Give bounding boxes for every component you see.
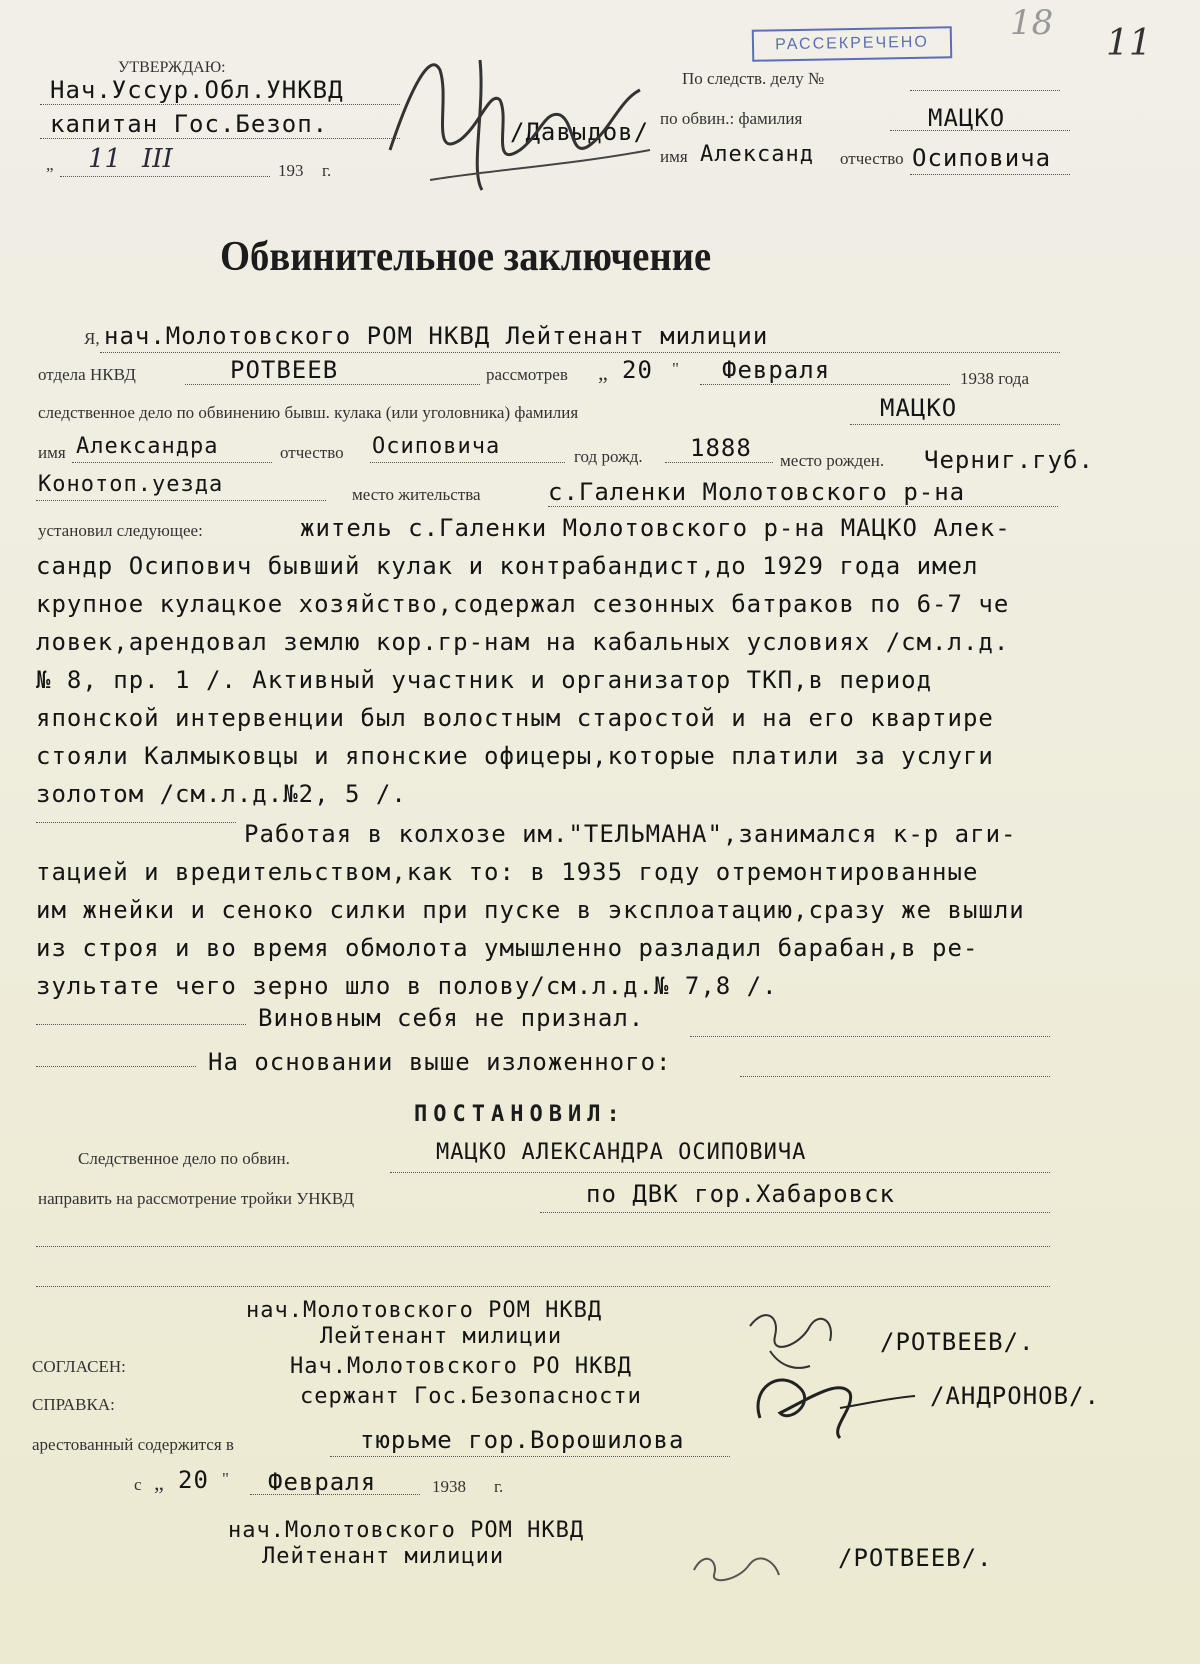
accused-patronymic-label: отчество — [840, 149, 904, 168]
spravka-label: СПРАВКА: — [32, 1395, 115, 1414]
sig3-name: /РОТВЕЕВ/. — [838, 1544, 993, 1572]
sig1-line2: Лейтенант милиции — [320, 1324, 563, 1349]
intro-mesto-label: место рожден. — [780, 451, 885, 470]
arrest-year: 1938 — [432, 1477, 466, 1496]
underline — [540, 1212, 1050, 1213]
body-line: им жнейки и сеноко силки при пуске в эксплоатацию,сразу же вышли — [36, 896, 1025, 924]
body-line: На основании выше изложенного: — [208, 1048, 672, 1076]
underline — [390, 1172, 1050, 1173]
underline — [36, 1066, 196, 1067]
decision-destination: по ДВК гор.Хабаровск — [586, 1180, 895, 1208]
body-line: крупное кулацкое хозяйство,содержал сезонных батраков по 6-7 че — [36, 590, 1010, 618]
body-line: житель с.Галенки Молотовского р-на МАЦКО Алек- — [300, 514, 1011, 542]
intro-rassm-year: 1938 года — [960, 369, 1030, 388]
body-line: ловек,арендовал землю кор.гр-нам на кабальных условиях /см.л.д. — [36, 628, 1010, 656]
document-title: Обвинительное заключение — [220, 234, 712, 280]
intro-mesto: Черниг.губ. — [924, 446, 1094, 474]
arrest-label: арестованный содержится в — [32, 1435, 234, 1454]
underline — [250, 1494, 420, 1495]
sig2-line1: Нач.Молотовского РО НКВД — [290, 1354, 632, 1379]
body-line: японской интервенции был волостным старостой и на его квартире — [36, 704, 994, 732]
approve-day: 11 — [88, 144, 122, 174]
underline — [60, 176, 270, 177]
intro-rassm-label: рассмотрев — [486, 365, 568, 384]
sig2-signature — [740, 1358, 920, 1448]
sig3-signature — [684, 1530, 794, 1600]
arrest-place: тюрьме гор.Ворошилова — [360, 1426, 685, 1454]
declassified-stamp: РАССЕКРЕЧЕНО — [752, 26, 953, 61]
underline — [185, 384, 480, 385]
approve-year: 193 — [278, 161, 304, 180]
arrest-quote1: „ — [154, 1470, 164, 1495]
intro-ustanovil-label: установил следующее: — [38, 521, 203, 540]
arrest-day: 20 — [178, 1466, 209, 1494]
underline — [330, 1456, 730, 1457]
underline — [910, 90, 1060, 91]
underline — [700, 384, 950, 385]
underline — [36, 1286, 1050, 1287]
arrest-quote2: " — [222, 1469, 229, 1488]
intro-rassm-quote1: „ — [598, 360, 608, 385]
arrest-year-g: г. — [494, 1477, 504, 1496]
underline — [40, 138, 400, 139]
sig1-name: /РОТВЕЕВ/. — [880, 1328, 1035, 1356]
intro-surname: МАЦКО — [880, 394, 958, 422]
body-line: Виновным себя не признал. — [258, 1004, 645, 1032]
intro-imya-label: имя — [38, 443, 66, 462]
intro-god: 1888 — [690, 434, 752, 462]
underline — [890, 130, 1070, 131]
soglasen-label: СОГЛАСЕН: — [32, 1357, 126, 1376]
intro-officer-title: нач.Молотовского РОМ НКВД Лейтенант милиции — [104, 322, 769, 350]
accused-surname: МАЦКО — [928, 104, 1006, 132]
underline — [36, 500, 326, 501]
intro-rassm-quote2: " — [672, 359, 679, 378]
intro-rassm-day: 20 — [622, 356, 653, 384]
intro-officer-name: РОТВЕЕВ — [230, 356, 339, 384]
body-line: из строя и во время обмолота умышленно разладил барабан,в ре- — [36, 934, 979, 962]
body-line: № 8, пр. 1 /. Активный участник и организатор ТКП,в период — [36, 666, 933, 694]
underline — [40, 104, 400, 105]
approve-line2: капитан Гос.Безоп. — [50, 110, 329, 138]
intro-uezd: Конотоп.уезда — [38, 472, 224, 497]
sig1-line1: нач.Молотовского РОМ НКВД — [246, 1298, 603, 1323]
underline — [665, 462, 773, 463]
intro-otdela-label: отдела НКВД — [38, 365, 136, 384]
accused-name: Александ — [700, 142, 814, 167]
intro-otch: Осиповича — [372, 434, 501, 459]
underline — [72, 462, 272, 463]
case-number-label: По следств. делу № — [682, 69, 825, 88]
approval-signature — [370, 30, 670, 200]
body-line: золотом /см.л.д.№2, 5 /. — [36, 780, 407, 808]
underline — [36, 1024, 246, 1025]
underline — [370, 462, 565, 463]
approve-label: УТВЕРЖДАЮ: — [118, 59, 226, 76]
intro-delo-line: следственное дело по обвинению бывш. кулака (или уголовника) фамилия — [38, 403, 579, 422]
underline — [548, 506, 1058, 507]
body-line: Работая в колхозе им."ТЕЛЬМАНА",занимался к-р аги- — [244, 820, 1017, 848]
body-line: зультате чего зерно шло в полову/см.л.д.№ 7,8 /. — [36, 972, 778, 1000]
intro-rassm-month: Февраля — [722, 356, 831, 384]
body-line: тацией и вредительством,как то: в 1935 году отремонтированные — [36, 858, 979, 886]
underline — [740, 1076, 1050, 1077]
intro-zhit: с.Галенки Молотовского р-на — [548, 478, 966, 506]
underline — [36, 822, 236, 823]
body-line: сандр Осипович бывший кулак и контрабандист,до 1929 года имел — [36, 552, 979, 580]
decision-heading: ПОСТАНОВИЛ: — [414, 1102, 626, 1127]
accused-patronymic: Осиповича — [912, 144, 1052, 172]
arrest-month: Февраля — [268, 1468, 377, 1496]
underline — [850, 424, 1060, 425]
intro-otch-label: отчество — [280, 443, 344, 462]
intro-ya: Я, — [84, 329, 100, 348]
approve-line1: Нач.Уссур.Обл.УНКВД — [50, 76, 344, 104]
approve-year-g: г. — [322, 161, 332, 180]
approve-name: /Давыдов/ — [510, 118, 650, 146]
underline — [910, 174, 1070, 175]
hand-number-18: 18 — [1010, 3, 1054, 43]
underline — [690, 1036, 1050, 1037]
arrest-c-label: с — [134, 1475, 142, 1494]
intro-zhit-label: место жительства — [352, 485, 481, 504]
intro-god-label: год рожд. — [574, 447, 643, 466]
decision-napr-label: направить на рассмотрение тройки УНКВД — [38, 1189, 355, 1208]
accused-surname-label: по обвин.: фамилия — [660, 109, 803, 128]
sig3-line2: Лейтенант милиции — [262, 1544, 505, 1569]
decision-accused: МАЦКО АЛЕКСАНДРА ОСИПОВИЧА — [436, 1140, 807, 1165]
intro-imya: Александра — [76, 434, 219, 459]
accused-name-label: имя — [660, 147, 688, 166]
date-quote: „ — [46, 155, 54, 174]
sig3-line1: нач.Молотовского РОМ НКВД — [228, 1518, 585, 1543]
sig2-name: /АНДРОНОВ/. — [930, 1382, 1100, 1410]
decision-delo-label: Следственное дело по обвин. — [78, 1149, 290, 1168]
body-line: стояли Калмыковцы и японские офицеры,которые платили за услуги — [36, 742, 994, 770]
hand-number-11: 11 — [1106, 23, 1152, 64]
approve-month: ІІІ — [142, 144, 173, 174]
underline — [100, 352, 1060, 353]
sig2-line2: сержант Гос.Безопасности — [300, 1384, 642, 1409]
underline — [36, 1246, 1050, 1247]
